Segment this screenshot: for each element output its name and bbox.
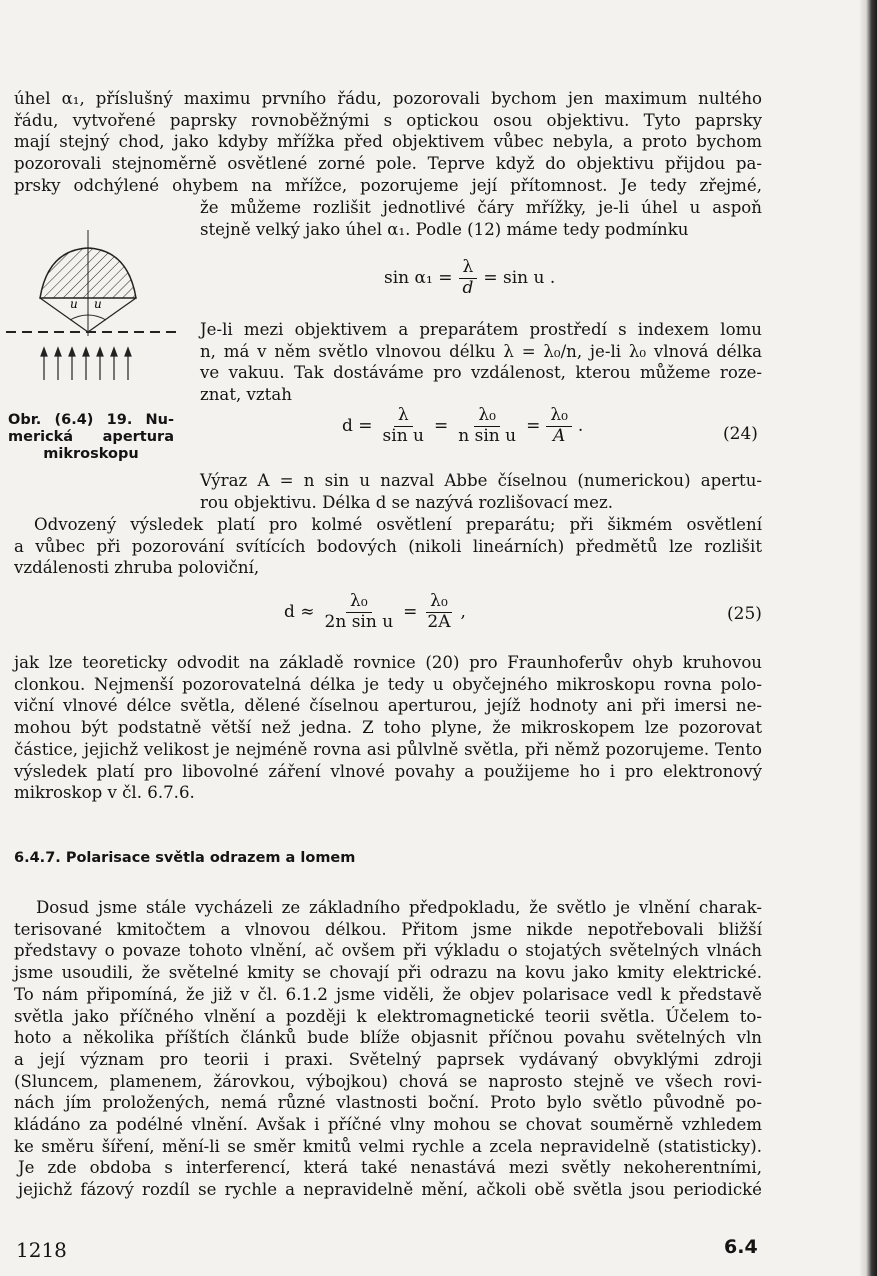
eq-numerator: λ₀ bbox=[474, 406, 500, 427]
caption-line: Obr. (6.4) 19. Nu- bbox=[8, 412, 174, 428]
paragraph-medium bbox=[200, 319, 762, 406]
equation-number-24: (24) bbox=[723, 424, 758, 444]
text-line: světla jako příčného vlnění a později k elektromagnetické teorii světla. Účelem to- bbox=[14, 1006, 762, 1026]
section-marker: 6.4 bbox=[724, 1236, 758, 1258]
text-line: Odvozený výsledek platí pro kolmé osvětlení preparátu; při šikmém osvětlení bbox=[34, 515, 762, 534]
text-line: rou objektivu. Délka d se nazývá rozlišovací mez. bbox=[200, 492, 614, 512]
text-line: Je zde obdoba s interferencí, která také nenastává mezi světly nekoherentními, bbox=[18, 1158, 762, 1178]
text-line: hoto a několika příštích článků bude blíže objasnit příčnou povahu světelných vln bbox=[14, 1028, 762, 1048]
eq-fraction bbox=[423, 592, 454, 632]
text-line: n, má v něm světlo vlnovou délku λ = λ₀/n, je-li λ₀ vlnová délka bbox=[200, 341, 762, 361]
text-line: stejně velký jako úhel α₁. Podle (12) máme tedy podmínku bbox=[200, 219, 689, 239]
eq-fraction bbox=[379, 406, 428, 446]
text-line: Dosud jsme stále vycházeli ze základního předpokladu, že světlo je vlnění charak- bbox=[36, 898, 762, 917]
text-line: prsky odchýlené ohybem na mřížce, pozorujeme její přítomnost. Je tedy zřejmé, bbox=[14, 175, 762, 195]
eq-equals: = bbox=[403, 602, 418, 623]
eq-denominator: 2A bbox=[427, 611, 451, 632]
equation-sin-condition bbox=[384, 258, 555, 298]
text-line: úhel α₁, příslušný maximu prvního řádu, pozorovali bychom jen maximum nultého bbox=[14, 89, 762, 108]
microscope-aperture-figure bbox=[4, 228, 180, 404]
text-line: mají stejný chod, jako kdyby mřížka před objektivem vůbec nebyla, a proto bychom bbox=[14, 132, 762, 152]
eq-lhs: d = bbox=[342, 416, 373, 437]
objective-lens-shape bbox=[40, 248, 136, 298]
text-line: znat, vztah bbox=[200, 385, 292, 405]
equation-25 bbox=[284, 592, 466, 632]
eq-numerator: λ₀ bbox=[346, 592, 372, 613]
eq-denominator: n sin u bbox=[458, 425, 517, 446]
text-line: To nám připomíná, že již v čl. 6.1.2 jsme viděli, že objev polarisace vedl k představě bbox=[14, 984, 762, 1004]
eq-left: sin α₁ = bbox=[384, 268, 453, 289]
eq-numerator: λ bbox=[459, 258, 478, 279]
eq-fraction bbox=[546, 406, 572, 446]
eq-equals: = bbox=[526, 416, 541, 437]
text-line: vzdálenosti zhruba poloviční, bbox=[14, 558, 260, 578]
text-line: clonkou. Nejmenší pozorovatelná délka je tedy u obyčejného mikroskopu rovna polo- bbox=[14, 674, 762, 694]
text-line: ke směru šíření, mění-li se směr kmitů velmi rychle a zcela nepravidelně (statisticky). bbox=[14, 1136, 762, 1156]
text-line: jejichž fázový rozdíl se rychle a nepravidelně mění, ačkoli obě světla jsou periodické bbox=[18, 1180, 762, 1200]
page-edge-shadow bbox=[859, 0, 877, 1276]
eq-equals: = bbox=[434, 416, 449, 437]
paragraph-abbe bbox=[200, 470, 762, 513]
text-line: představy o povaze tohoto vlnění, ač ovšem při výkladu o stojatých světelných vlnách bbox=[14, 941, 762, 961]
text-line: Je-li mezi objektivem a preparátem prostředí s indexem lomu bbox=[200, 320, 762, 339]
text-line: (Sluncem, plamenem, žárovkou, výbojkou) chová se naprosto stejně ve všech rovi- bbox=[14, 1071, 762, 1091]
text-line: ve vakuu. Tak dostáváme pro vzdálenost, kterou můžeme roze- bbox=[200, 363, 762, 383]
eq-numerator: λ₀ bbox=[426, 592, 452, 613]
paragraph-polarisation bbox=[14, 897, 762, 1201]
text-line: nách jím proložených, nemá různé vlastnosti boční. Proto bylo světlo původně po- bbox=[14, 1093, 762, 1113]
equation-24 bbox=[342, 406, 583, 446]
paragraph-oblique bbox=[14, 514, 762, 579]
equation-number-25: (25) bbox=[727, 604, 762, 624]
angle-label-right: u bbox=[94, 297, 102, 311]
caption-line: merická apertura bbox=[8, 429, 174, 445]
text-line: a vůbec při pozorování svítících bodových (nikoli lineárních) předmětů lze rozlišit bbox=[14, 536, 762, 556]
text-line: viční vlnové délce světla, dělené číselnou aperturou, jejíž hodnoty ani při imersi ne- bbox=[14, 696, 762, 716]
text-line: terisované kmitočtem a vlnovou délkou. Přitom jsme nikde nepotřebovali bližší bbox=[14, 919, 762, 939]
illumination-arrows bbox=[41, 348, 131, 380]
paragraph-fraunhofer bbox=[14, 652, 762, 804]
angle-label-left: u bbox=[70, 297, 78, 311]
text-line: částice, jejichž velikost je nejméně rovna asi půlvlně světla, při němž pozorujeme. Tento bbox=[14, 739, 762, 759]
paragraph-top-indented bbox=[200, 197, 762, 240]
text-line: mohou být podstatně větší než jedna. Z toho plyne, že mikroskopem lze pozorovat bbox=[14, 718, 762, 738]
text-line: že můžeme rozlišit jednotlivé čáry mřížky, je-li úhel u aspoň bbox=[200, 198, 762, 217]
caption-line: mikroskopu bbox=[43, 446, 139, 462]
eq-numerator: λ bbox=[394, 406, 413, 427]
text-line: jsme usoudili, že světelné kmity se chovají při odrazu na kovu jako kmity elektrické. bbox=[14, 963, 762, 983]
aperture-cone-left bbox=[40, 298, 88, 332]
eq-denominator: 2n sin u bbox=[324, 611, 394, 632]
text-line: jak lze teoreticky odvodit na základě rovnice (20) pro Fraunhoferův ohyb kruhovou bbox=[14, 653, 762, 672]
text-line: řádu, vytvořené paprsky rovnoběžnými s optickou osou objektivu. Tyto paprsky bbox=[14, 110, 762, 130]
paragraph-top bbox=[14, 88, 762, 197]
eq-end: . bbox=[577, 416, 584, 437]
text-line: pozorovali stejnoměrně osvětlené zorné pole. Teprve když do objektivu přijdou pa- bbox=[14, 154, 762, 174]
eq-lhs: d ≈ bbox=[284, 602, 315, 623]
eq-fraction bbox=[321, 592, 398, 632]
text-line: mikroskop v čl. 6.7.6. bbox=[14, 783, 195, 803]
text-line: a její význam pro teorii i praxi. Světelný paprsek vydávaný obvyklými zdroji bbox=[14, 1049, 762, 1069]
figure-caption bbox=[8, 412, 174, 463]
eq-denominator: sin u bbox=[382, 425, 424, 446]
eq-end: , bbox=[460, 602, 466, 623]
eq-fraction bbox=[454, 406, 520, 446]
eq-denominator: A bbox=[552, 425, 566, 446]
section-heading: 6.4.7. Polarisace světla odrazem a lomem bbox=[14, 850, 356, 866]
eq-denominator: d bbox=[462, 277, 474, 298]
text-line: výsledek platí pro libovolné záření vlnové povahy a použijeme ho i pro elektronový bbox=[14, 761, 762, 781]
eq-right: = sin u . bbox=[483, 268, 556, 289]
text-line: kládáno za podélné vlnění. Avšak i příčné vlny mohou se chovat souměrně vzhledem bbox=[14, 1115, 762, 1135]
page-number: 1218 bbox=[16, 1238, 67, 1262]
eq-numerator: λ₀ bbox=[546, 406, 572, 427]
eq-fraction bbox=[458, 258, 477, 298]
text-line: Výraz A = n sin u nazval Abbe číselnou (numerickou) apertu- bbox=[200, 471, 762, 490]
